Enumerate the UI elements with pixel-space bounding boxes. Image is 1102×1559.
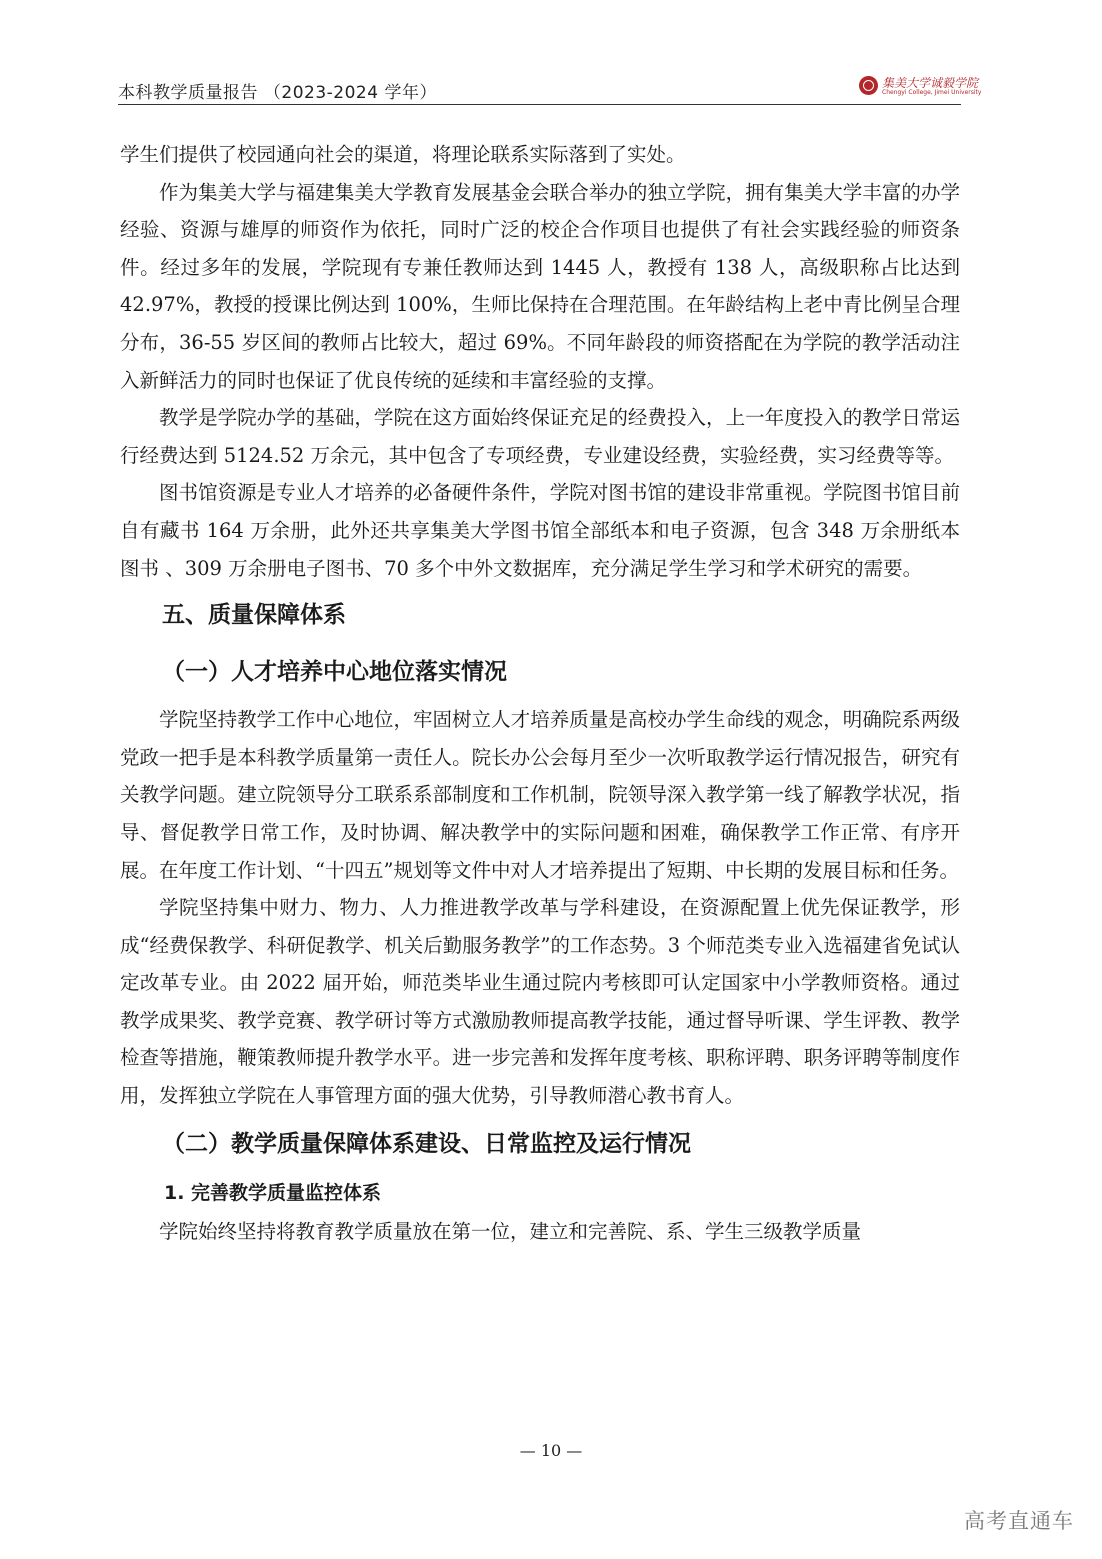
college-seal-icon (859, 76, 878, 95)
subsection-1-heading: （一）人才培养中心地位落实情况 (162, 659, 507, 686)
watermark: 高考直通车 (964, 1509, 1074, 1533)
report-title: 本科教学质量报告 （2023-2024 学年） (118, 83, 437, 103)
page-number: — 10 — (519, 1441, 583, 1460)
college-logo-name: 集美大学诚毅学院 (882, 76, 979, 90)
paragraph-funding: 教学是学院办学的基础，学院在这方面始终保证充足的经费投入，上一年度投入的教学日常运行经费达到 5124.52 万余元，其中包含了专项经费，专业建设经费，实验经费，实习经费等等。 (120, 406, 960, 467)
paragraph-resource-allocation: 学院坚持集中财力、物力、人力推进教学改革与学科建设，在资源配置上优先保证教学，形成“经费保教学、科研促教学、机关后勤服务教学”的工作态势。3 个师范类专业入选福建省免试认定改革专业。由 2022 届开始，师范类毕业生通过院内考核即可认定国家中小学教师资格。通过教学成果奖、教学竞赛、教学研讨等方式激励教师提高教学技能，通过督导听课、学生评教、教学检查等措施，鞭策教师提升教学水平。进一步完善和发挥年度考核、职称评聘、职务评聘等制度作用，发挥独立学院在人事管理方面的强大优势，引导教师潜心教书育人。 (120, 896, 960, 1108)
paragraph-continuation: 学生们提供了校园通向社会的渠道，将理论联系实际落到了实处。 (120, 143, 686, 166)
college-logo-english: Chengyi College, Jimei University (882, 89, 982, 96)
page-body (120, 136, 960, 1250)
college-logo (859, 74, 982, 100)
paragraph-teaching-center: 学院坚持教学工作中心地位，牢固树立人才培养质量是高校办学生命线的观念，明确院系两级党政一把手是本科教学质量第一责任人。院长办公会每月至少一次听取教学运行情况报告，研究有关教学问题。建立院领导分工联系系部制度和工作机制，院领导深入教学第一线了解教学状况，指导、督促教学日常工作，及时协调、解决教学中的实际问题和困难，确保教学工作正常、有序开展。在年度工作计划、“十四五”规划等文件中对人才培养提出了短期、中长期的发展目标和任务。 (120, 708, 960, 882)
paragraph-faculty: 作为集美大学与福建集美大学教育发展基金会联合举办的独立学院，拥有集美大学丰富的办学经验、资源与雄厚的师资作为依托，同时广泛的校企合作项目也提供了有社会实践经验的师资条件。经过多年的发展，学院现有专兼任教师达到 1445 人，教授有 138 人，高级职称占比达到 42.97%，教授的授课比例达到 100%，生师比保持在合理范围。在年龄结构上老中青比例呈合理分布，36-55 岁区间的教师占比较大，超过 69%。不同年龄段的师资搭配在为学院的教学活动注入新鲜活力的同时也保证了优良传统的延续和丰富经验的支撑。 (120, 180, 960, 392)
paragraph-library: 图书馆资源是专业人才培养的必备硬件条件，学院对图书馆的建设非常重视。学院图书馆目前自有藏书 164 万余册，此外还共享集美大学图书馆全部纸本和电子资源，包含 348 万余册纸本图书 、309 万余册电子图书、70 多个中外文数据库，充分满足学生学习和学术研究的需要。 (120, 481, 960, 580)
page-header (118, 76, 982, 105)
section-5-heading: 五、质量保障体系 (162, 602, 346, 629)
paragraph-quality-system: 学院始终坚持将教育教学质量放在第一位，建立和完善院、系、学生三级教学质量 (159, 1219, 862, 1243)
item-1-heading: 1. 完善教学质量监控体系 (164, 1181, 382, 1204)
subsection-2-heading: （二）教学质量保障体系建设、日常监控及运行情况 (162, 1130, 691, 1157)
